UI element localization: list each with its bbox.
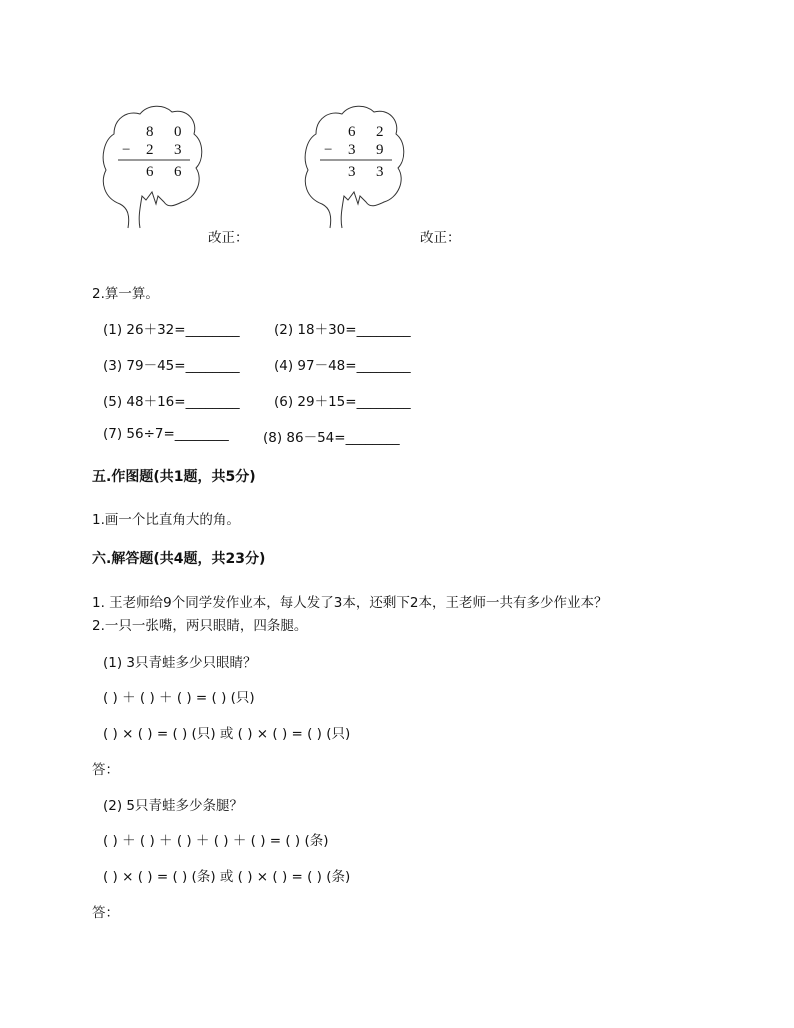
- q2-item-3: (3) 79－45=________: [103, 358, 240, 374]
- q2-item-4: (4) 97－48=________: [274, 358, 411, 374]
- tree2-top-ones: 2: [376, 124, 384, 140]
- part2-addition-line: ( ) ＋ ( ) ＋ ( ) ＋ ( ) ＋ ( ) = ( ) (条): [103, 833, 329, 849]
- tree1-correction-label: 改正：: [208, 230, 249, 246]
- part1-addition-line: ( ) ＋ ( ) ＋ ( ) = ( ) (只): [103, 690, 255, 706]
- part1-answer-label: 答：: [92, 762, 119, 778]
- section5-heading: 五.作图题(共1题，共5分): [92, 469, 256, 485]
- section6-question-2: 2.一只一张嘴，两只眼睛，四条腿。: [92, 618, 308, 634]
- section5-question-1: 1.画一个比直角大的角。: [92, 512, 240, 528]
- part1-question: (1) 3只青蛙多少只眼睛？: [103, 655, 257, 671]
- tree2-mid-tens: 3: [348, 142, 356, 158]
- tree2-result-tens: 3: [348, 164, 356, 180]
- q2-item-1: (1) 26＋32=________: [103, 322, 240, 338]
- tree2-result-ones: 3: [376, 164, 384, 180]
- q2-item-6: (6) 29＋15=________: [274, 394, 411, 410]
- section6-question-1: 1. 王老师给9个同学发作业本，每人发了3本，还剩下2本，王老师一共有多少作业本？: [92, 595, 608, 611]
- tree2-minus-sign: −: [324, 142, 333, 158]
- q2-title: 2.算一算。: [92, 286, 159, 302]
- tree-problem-1: [98, 96, 208, 236]
- q2-item-8: (8) 86－54=________: [263, 430, 400, 446]
- section6-heading: 六.解答题(共4题，共23分): [92, 551, 266, 567]
- tree1-mid-ones: 3: [174, 142, 182, 158]
- tree-problem-2: [300, 96, 410, 236]
- tree1-result-ones: 6: [174, 164, 182, 180]
- tree1-mid-tens: 2: [146, 142, 154, 158]
- part1-multiplication-line: ( ) × ( ) = ( ) (只) 或 ( ) × ( ) = ( ) (只): [103, 726, 351, 742]
- part2-answer-label: 答：: [92, 905, 119, 921]
- q2-item-2: (2) 18＋30=________: [274, 322, 411, 338]
- part2-question: (2) 5只青蛙多少条腿？: [103, 798, 244, 814]
- q2-item-5: (5) 48＋16=________: [103, 394, 240, 410]
- tree2-mid-ones: 9: [376, 142, 384, 158]
- tree1-minus-sign: −: [122, 142, 131, 158]
- part2-multiplication-line: ( ) × ( ) = ( ) (条) 或 ( ) × ( ) = ( ) (条): [103, 869, 351, 885]
- tree2-top-tens: 6: [348, 124, 356, 140]
- tree2-correction-label: 改正：: [420, 230, 461, 246]
- q2-item-7: (7) 56÷7=________: [103, 426, 229, 442]
- tree1-result-tens: 6: [146, 164, 154, 180]
- tree1-top-tens: 8: [146, 124, 154, 140]
- tree1-top-ones: 0: [174, 124, 182, 140]
